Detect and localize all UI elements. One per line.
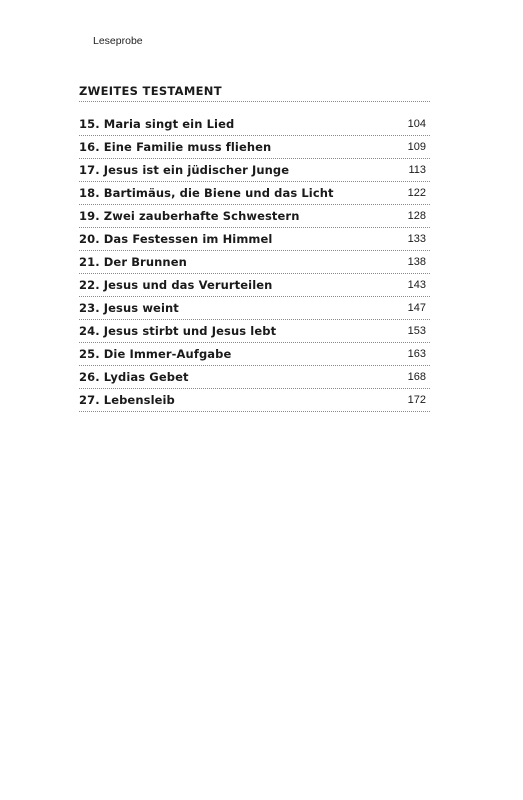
entry-title: 17. Jesus ist ein jüdischer Junge	[79, 163, 290, 177]
entry-title: 18. Bartimäus, die Biene und das Licht	[79, 186, 334, 200]
toc-entry	[79, 320, 430, 343]
toc-entry	[79, 159, 430, 182]
table-of-contents	[79, 82, 430, 412]
entry-title: 23. Jesus weint	[79, 301, 179, 315]
entry-page-number: 138	[407, 256, 426, 268]
section-spacer	[79, 102, 430, 113]
entry-title: 22. Jesus und das Verurteilen	[79, 278, 273, 292]
entry-title: 25. Die Immer-Aufgabe	[79, 347, 232, 361]
toc-entry	[79, 297, 430, 320]
entry-page-number: 163	[407, 348, 426, 360]
entry-page-number: 153	[407, 325, 426, 337]
toc-entry	[79, 343, 430, 366]
entry-title: 26. Lydias Gebet	[79, 370, 189, 384]
entry-title: 24. Jesus stirbt und Jesus lebt	[79, 324, 277, 338]
entry-title: 19. Zwei zauberhafte Schwestern	[79, 209, 300, 223]
entry-page-number: 168	[407, 371, 426, 383]
toc-entry	[79, 389, 430, 412]
toc-entry	[79, 228, 430, 251]
toc-entry	[79, 113, 430, 136]
entry-page-number: 172	[407, 394, 426, 406]
entry-title: 16. Eine Familie muss fliehen	[79, 140, 272, 154]
toc-entry	[79, 205, 430, 228]
page-header-label: Leseprobe	[93, 35, 143, 47]
entry-title: 21. Der Brunnen	[79, 255, 187, 269]
entry-page-number: 133	[407, 233, 426, 245]
toc-entry	[79, 251, 430, 274]
toc-entry	[79, 136, 430, 159]
toc-entry	[79, 182, 430, 205]
entry-page-number: 113	[408, 164, 426, 176]
entry-page-number: 143	[407, 279, 426, 291]
entry-title: 20. Das Festessen im Himmel	[79, 232, 273, 246]
entry-page-number: 104	[407, 118, 426, 130]
toc-entry	[79, 274, 430, 297]
toc-entry	[79, 366, 430, 389]
section-title: ZWEITES TESTAMENT	[79, 82, 430, 102]
entry-title: 27. Lebensleib	[79, 393, 175, 407]
toc-entry-list	[79, 113, 430, 412]
entry-page-number: 122	[407, 187, 426, 199]
entry-title: 15. Maria singt ein Lied	[79, 117, 235, 131]
entry-page-number: 147	[407, 302, 426, 314]
entry-page-number: 109	[407, 141, 426, 153]
entry-page-number: 128	[407, 210, 426, 222]
